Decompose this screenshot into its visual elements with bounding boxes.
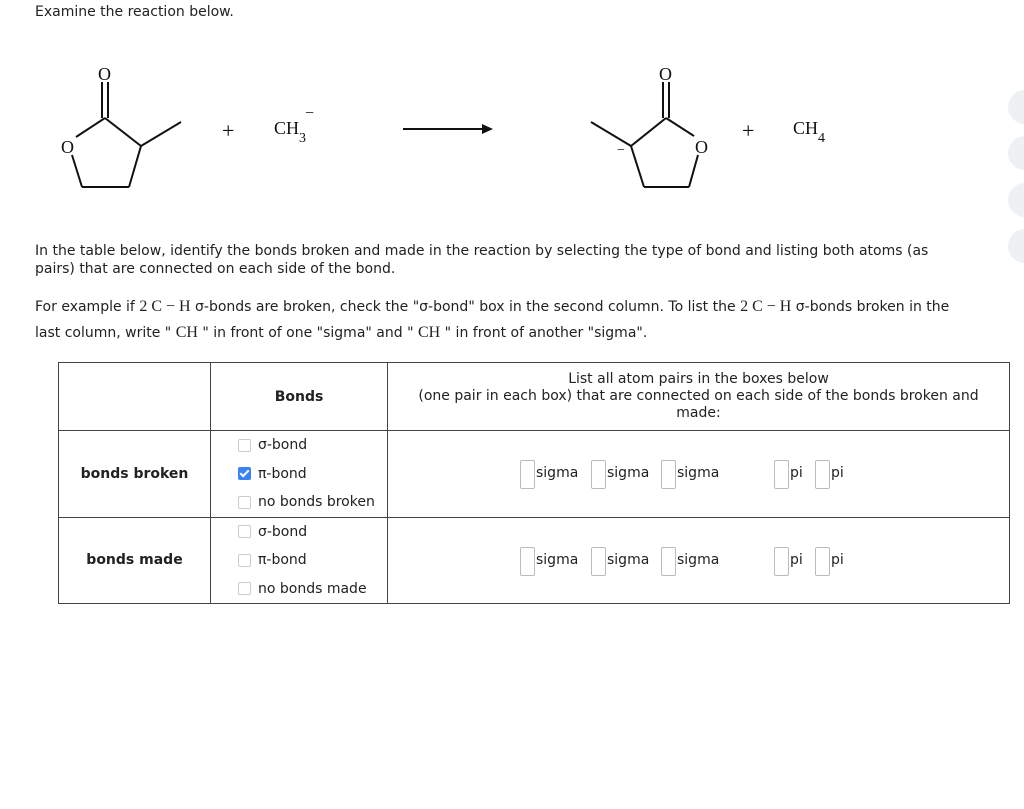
checkbox[interactable]	[238, 467, 251, 480]
help-icon[interactable]	[1008, 90, 1024, 124]
bond-type-label: sigma	[677, 551, 720, 568]
bonds-header: Bonds	[211, 363, 388, 431]
row-label: bonds broken	[59, 431, 211, 518]
bond-option[interactable]	[211, 488, 387, 517]
pairs-header: List all atom pairs in the boxes below (one pair in each box) that are connected on each side of the bonds broken and made:	[388, 363, 1010, 431]
product-ring-oxygen: O	[695, 137, 708, 157]
atom-pair-input[interactable]	[774, 547, 789, 576]
instructions-text: In the table below, identify the bonds broken and made in the reaction by selecting the type of bond and listing both atoms (as pairs) that are connected on each side of the bond.	[35, 243, 929, 277]
checkbox[interactable]	[238, 582, 251, 595]
atom-pair-input[interactable]	[815, 547, 830, 576]
prompt-text: Examine the reaction below.	[35, 4, 234, 20]
reactant-ring-oxygen: O	[61, 137, 74, 157]
reactant-carbonyl-oxygen: O	[98, 64, 111, 84]
atom-pair-input[interactable]	[661, 460, 676, 489]
atom-pair-input[interactable]	[520, 460, 535, 489]
atom-pair-input[interactable]	[774, 460, 789, 489]
bond-type-label: pi	[831, 465, 844, 482]
option-label: σ-bond	[258, 437, 308, 454]
option-label: π-bond	[258, 465, 307, 482]
example-text: For example if 2 C − H σ-bonds are broken, check the "σ-bond" box in the second column. To list the 2 C − H σ-bonds broken in the last column, write " CH " in front of one "sigma" and " CH " in front of another "sigma".	[35, 298, 950, 341]
option-label: no bonds broken	[258, 494, 375, 511]
plus-sign-2: +	[742, 118, 755, 143]
bond-option[interactable]	[211, 460, 387, 489]
reaction-arrow	[403, 124, 493, 134]
reactant-lactone	[72, 82, 181, 187]
bond-type-label: pi	[790, 465, 803, 482]
bond-option[interactable]	[211, 431, 387, 460]
bonds-table	[58, 362, 1010, 604]
chart-icon[interactable]	[1008, 183, 1024, 217]
bond-type-label: pi	[831, 551, 844, 568]
reaction-scheme	[0, 50, 1000, 200]
atom-pair-input[interactable]	[591, 547, 606, 576]
bond-option[interactable]	[211, 546, 387, 575]
bond-type-label: sigma	[607, 465, 650, 482]
bond-option[interactable]	[211, 518, 387, 547]
checkbox[interactable]	[238, 525, 251, 538]
bond-option[interactable]	[211, 575, 387, 604]
calculator-icon[interactable]	[1008, 136, 1024, 170]
atom-pair-input[interactable]	[661, 547, 676, 576]
atom-pair-input[interactable]	[815, 460, 830, 489]
product-enolate	[591, 82, 698, 187]
option-label: π-bond	[258, 552, 307, 569]
atom-pair-input[interactable]	[591, 460, 606, 489]
option-label: no bonds made	[258, 580, 367, 597]
bond-type-label: sigma	[536, 465, 579, 482]
atom-pair-input[interactable]	[520, 547, 535, 576]
bond-type-label: sigma	[607, 551, 650, 568]
carbanion-charge: −	[617, 143, 625, 158]
checkbox[interactable]	[238, 496, 251, 509]
byproduct-methane: $CH_4$	[793, 118, 826, 146]
bond-type-label: sigma	[677, 465, 720, 482]
charge-sign: −	[305, 105, 315, 122]
image-icon[interactable]	[1008, 229, 1024, 263]
bond-options	[211, 431, 388, 518]
reagent-methyl-anion: $CH_3$	[274, 118, 307, 146]
row-label: bonds made	[59, 517, 211, 604]
product-carbonyl-oxygen: O	[659, 64, 672, 84]
checkbox[interactable]	[238, 439, 251, 452]
bond-type-label: pi	[790, 551, 803, 568]
checkbox[interactable]	[238, 554, 251, 567]
bond-options	[211, 517, 388, 604]
option-label: σ-bond	[258, 523, 308, 540]
plus-sign: +	[222, 118, 235, 143]
bond-type-label: sigma	[536, 551, 579, 568]
